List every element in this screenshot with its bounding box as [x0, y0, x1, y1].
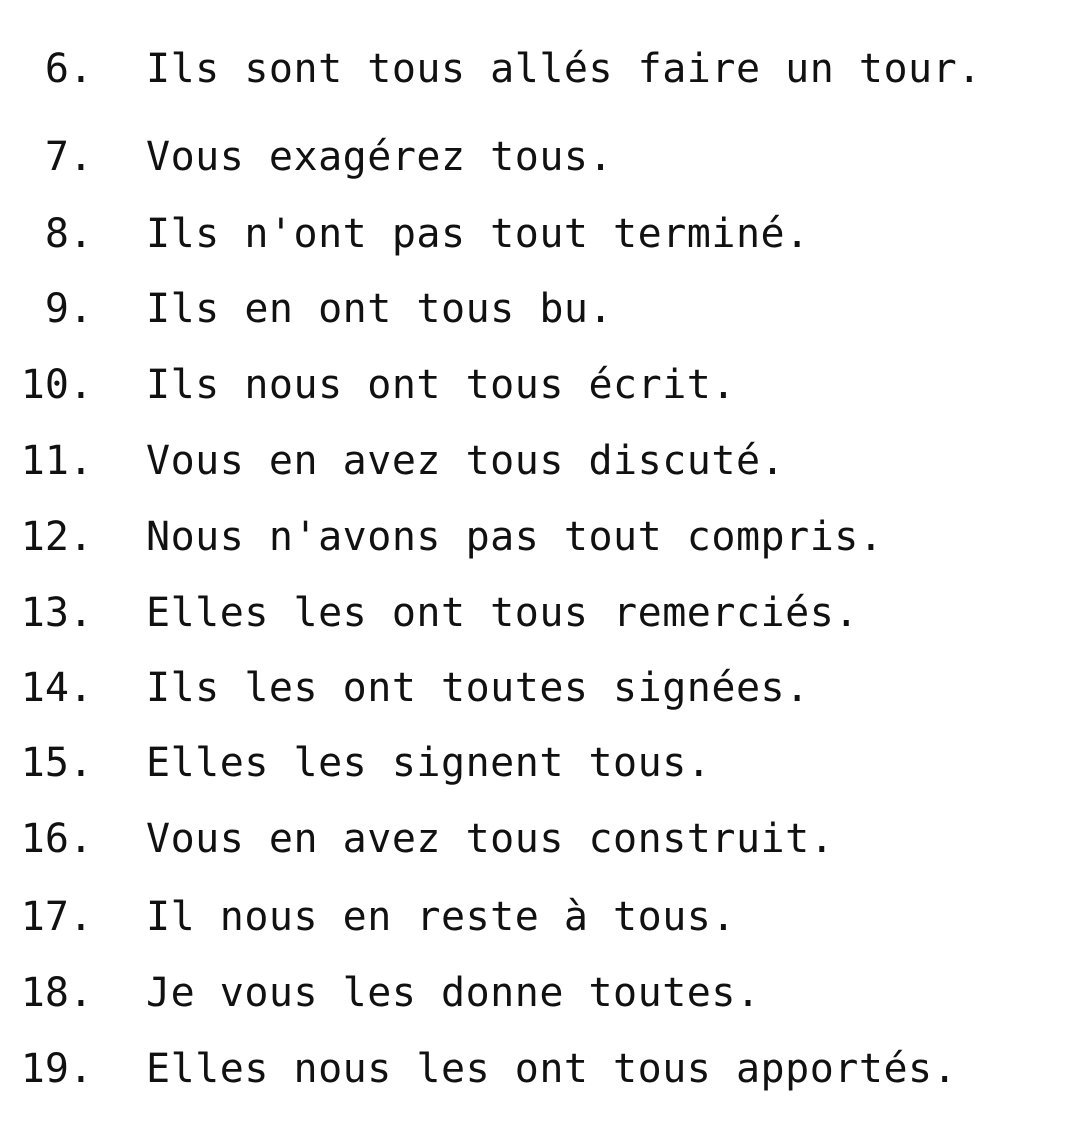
item-text: Ils les ont toutes signées.: [146, 665, 810, 711]
item-number: 8.: [44, 211, 93, 257]
item-number: 18.: [20, 970, 93, 1016]
list-item: [0, 127, 1073, 187]
item-number: 19.: [20, 1046, 93, 1092]
item-number: 16.: [20, 816, 93, 862]
list-item: [0, 431, 1073, 491]
item-text: Je vous les donne toutes.: [146, 970, 761, 1016]
item-number: 14.: [20, 665, 93, 711]
list-item: [0, 887, 1073, 947]
item-text: Elles nous les ont tous apportés.: [146, 1046, 958, 1092]
list-item: [0, 355, 1073, 415]
item-text: Vous en avez tous construit.: [146, 816, 835, 862]
item-text: Ils n'ont pas tout terminé.: [146, 211, 810, 257]
item-text: Vous en avez tous discuté.: [146, 438, 786, 484]
item-text: Ils en ont tous bu.: [146, 286, 614, 332]
item-number: 7.: [44, 134, 93, 180]
item-number: 10.: [20, 362, 93, 408]
list-item: [0, 279, 1073, 339]
item-text: Ils sont tous allés faire un tour.: [146, 46, 982, 92]
item-number: 12.: [20, 514, 93, 560]
item-text: Nous n'avons pas tout compris.: [146, 514, 884, 560]
list-item: [0, 507, 1073, 567]
list-item: [0, 809, 1073, 869]
list-item: [0, 733, 1073, 793]
item-text: Ils nous ont tous écrit.: [146, 362, 736, 408]
item-number: 6.: [44, 46, 93, 92]
list-item: [0, 658, 1073, 718]
list-item: [0, 39, 1073, 99]
item-number: 15.: [20, 740, 93, 786]
list-item: [0, 963, 1073, 1023]
item-text: Elles les signent tous.: [146, 740, 712, 786]
item-text: Elles les ont tous remerciés.: [146, 590, 859, 636]
item-text: Vous exagérez tous.: [146, 134, 614, 180]
list-item: [0, 1039, 1073, 1099]
list-item: [0, 583, 1073, 643]
item-number: 13.: [20, 590, 93, 636]
item-number: 17.: [20, 894, 93, 940]
item-number: 11.: [20, 438, 93, 484]
item-number: 9.: [44, 286, 93, 332]
list-item: [0, 204, 1073, 264]
item-text: Il nous en reste à tous.: [146, 894, 736, 940]
